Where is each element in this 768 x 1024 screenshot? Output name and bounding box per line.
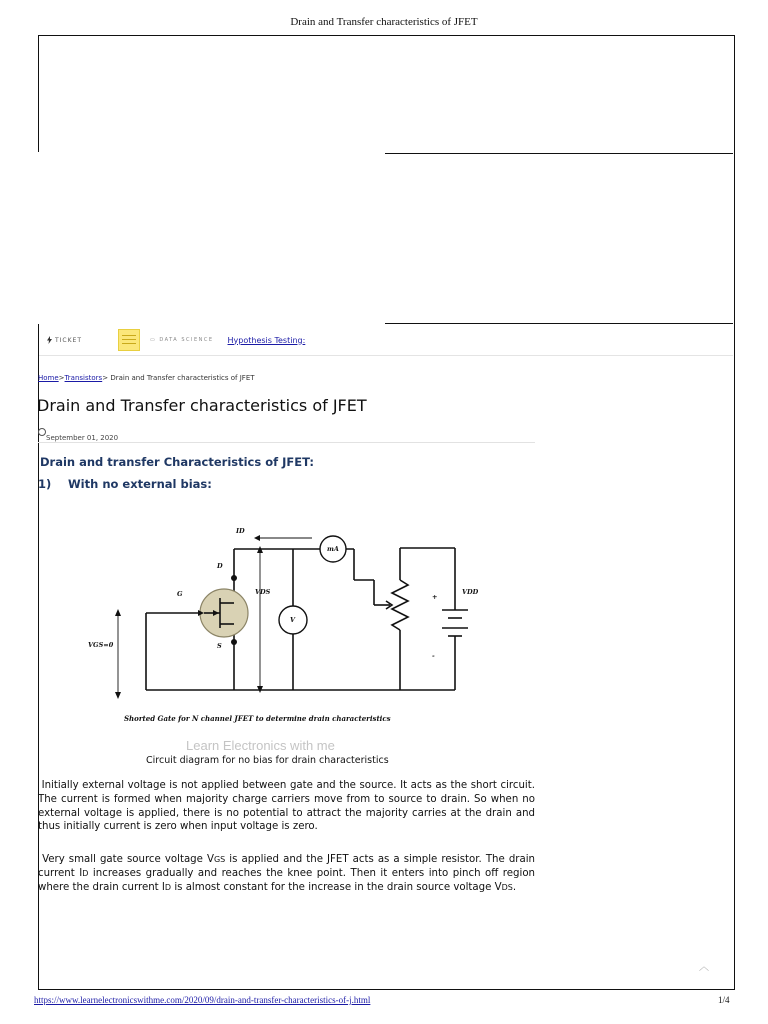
divider bbox=[385, 153, 733, 154]
paragraph-no-bias bbox=[38, 779, 535, 834]
subscript-text: DS bbox=[501, 882, 513, 892]
subsection-title: With no external bias: bbox=[68, 477, 212, 491]
lightning-icon bbox=[47, 336, 52, 344]
post-date: September 01, 2020 bbox=[46, 434, 119, 442]
subscript-text: D bbox=[82, 868, 89, 878]
subsection-heading bbox=[38, 477, 212, 491]
paragraph-gate-voltage bbox=[38, 853, 535, 894]
breadcrumb-current: Drain and Transfer characteristics of JFET bbox=[110, 374, 255, 382]
breadcrumb-separator: > bbox=[58, 374, 65, 382]
divider bbox=[385, 323, 733, 324]
drain-terminal-label: D bbox=[217, 562, 223, 570]
paragraph-text: is applied and the JFET acts as a simple resistor. The drain current I bbox=[38, 854, 535, 879]
subscript-text: GS bbox=[213, 855, 226, 864]
paragraph-text: Very small gate source voltage V bbox=[42, 854, 214, 865]
breadcrumb-home-link[interactable]: Home bbox=[38, 374, 59, 382]
voltmeter-label: V bbox=[290, 616, 296, 624]
divider bbox=[38, 442, 535, 443]
battery-plus-label: + bbox=[432, 593, 438, 601]
print-footer-url[interactable]: https://www.learnelectronicswithme.com/2020/09/drain-and-transfer-characteristics-of-j.html bbox=[34, 995, 371, 1005]
figure-caption: Circuit diagram for no bias for drain characteristics bbox=[146, 755, 389, 766]
data-science-tag[interactable] bbox=[150, 337, 214, 343]
figure-inner-caption: Shorted Gate for N channel JFET to determine drain characteristics bbox=[124, 714, 391, 723]
breadcrumb-transistors-link[interactable]: Transistors bbox=[64, 374, 103, 382]
folder-icon: ▭ bbox=[150, 337, 157, 343]
paragraph-text: . bbox=[512, 881, 517, 893]
jfet-circuit-diagram bbox=[80, 518, 500, 733]
hypothesis-testing-link[interactable]: Hypothesis Testing: bbox=[227, 335, 306, 345]
paragraph-text: Initially external voltage is not applied between gate and the source. It acts as the short circuit. The current is formed when majority charge carriers move from to source to drain. So when no external voltage is applied, there is no potential to attract the majority carries at the drain and thus initially current is zero when input voltage is zero. bbox=[38, 780, 535, 833]
milliammeter-label: mA bbox=[327, 545, 339, 553]
print-footer-page-number: 1/4 bbox=[718, 995, 730, 1005]
related-posts-strip bbox=[39, 325, 733, 356]
print-header-title: Drain and Transfer characteristics of JFET bbox=[290, 16, 478, 28]
sticky-note-icon[interactable] bbox=[118, 329, 140, 351]
subscript-text: D bbox=[164, 882, 172, 892]
subsection-number: 1) bbox=[38, 477, 52, 491]
paragraph-text: increases gradually and reaches the knee point. Then it enters into pinch off region where the drain current I bbox=[38, 867, 536, 893]
source-terminal-label: S bbox=[217, 642, 222, 650]
page-title: Drain and Transfer characteristics of JFET bbox=[37, 396, 367, 415]
breadcrumb bbox=[38, 374, 255, 382]
vdd-label: VDD bbox=[462, 588, 479, 596]
watermark: Learn Electronics with me bbox=[186, 738, 335, 753]
ticket-logo[interactable] bbox=[47, 336, 82, 344]
gate-terminal-label: G bbox=[177, 590, 183, 598]
breadcrumb-separator: > bbox=[102, 374, 109, 382]
clock-icon bbox=[38, 428, 46, 436]
vgs-label: VGS=0 bbox=[88, 641, 114, 649]
data-science-tag-text: DATA SCIENCE bbox=[159, 337, 214, 343]
vds-label: VDS bbox=[255, 588, 271, 596]
paragraph-text: is almost constant for the increase in the drain source voltage V bbox=[171, 881, 502, 893]
battery-minus-label: - bbox=[432, 652, 435, 660]
page-frame bbox=[38, 35, 735, 990]
chevron-up-icon[interactable]: ︿ bbox=[699, 962, 709, 973]
section-heading: Drain and transfer Characteristics of JFET: bbox=[40, 455, 314, 469]
drain-current-label: ID bbox=[236, 527, 245, 535]
ticket-logo-text: TICKET bbox=[55, 336, 83, 344]
frame-gap bbox=[37, 152, 40, 324]
